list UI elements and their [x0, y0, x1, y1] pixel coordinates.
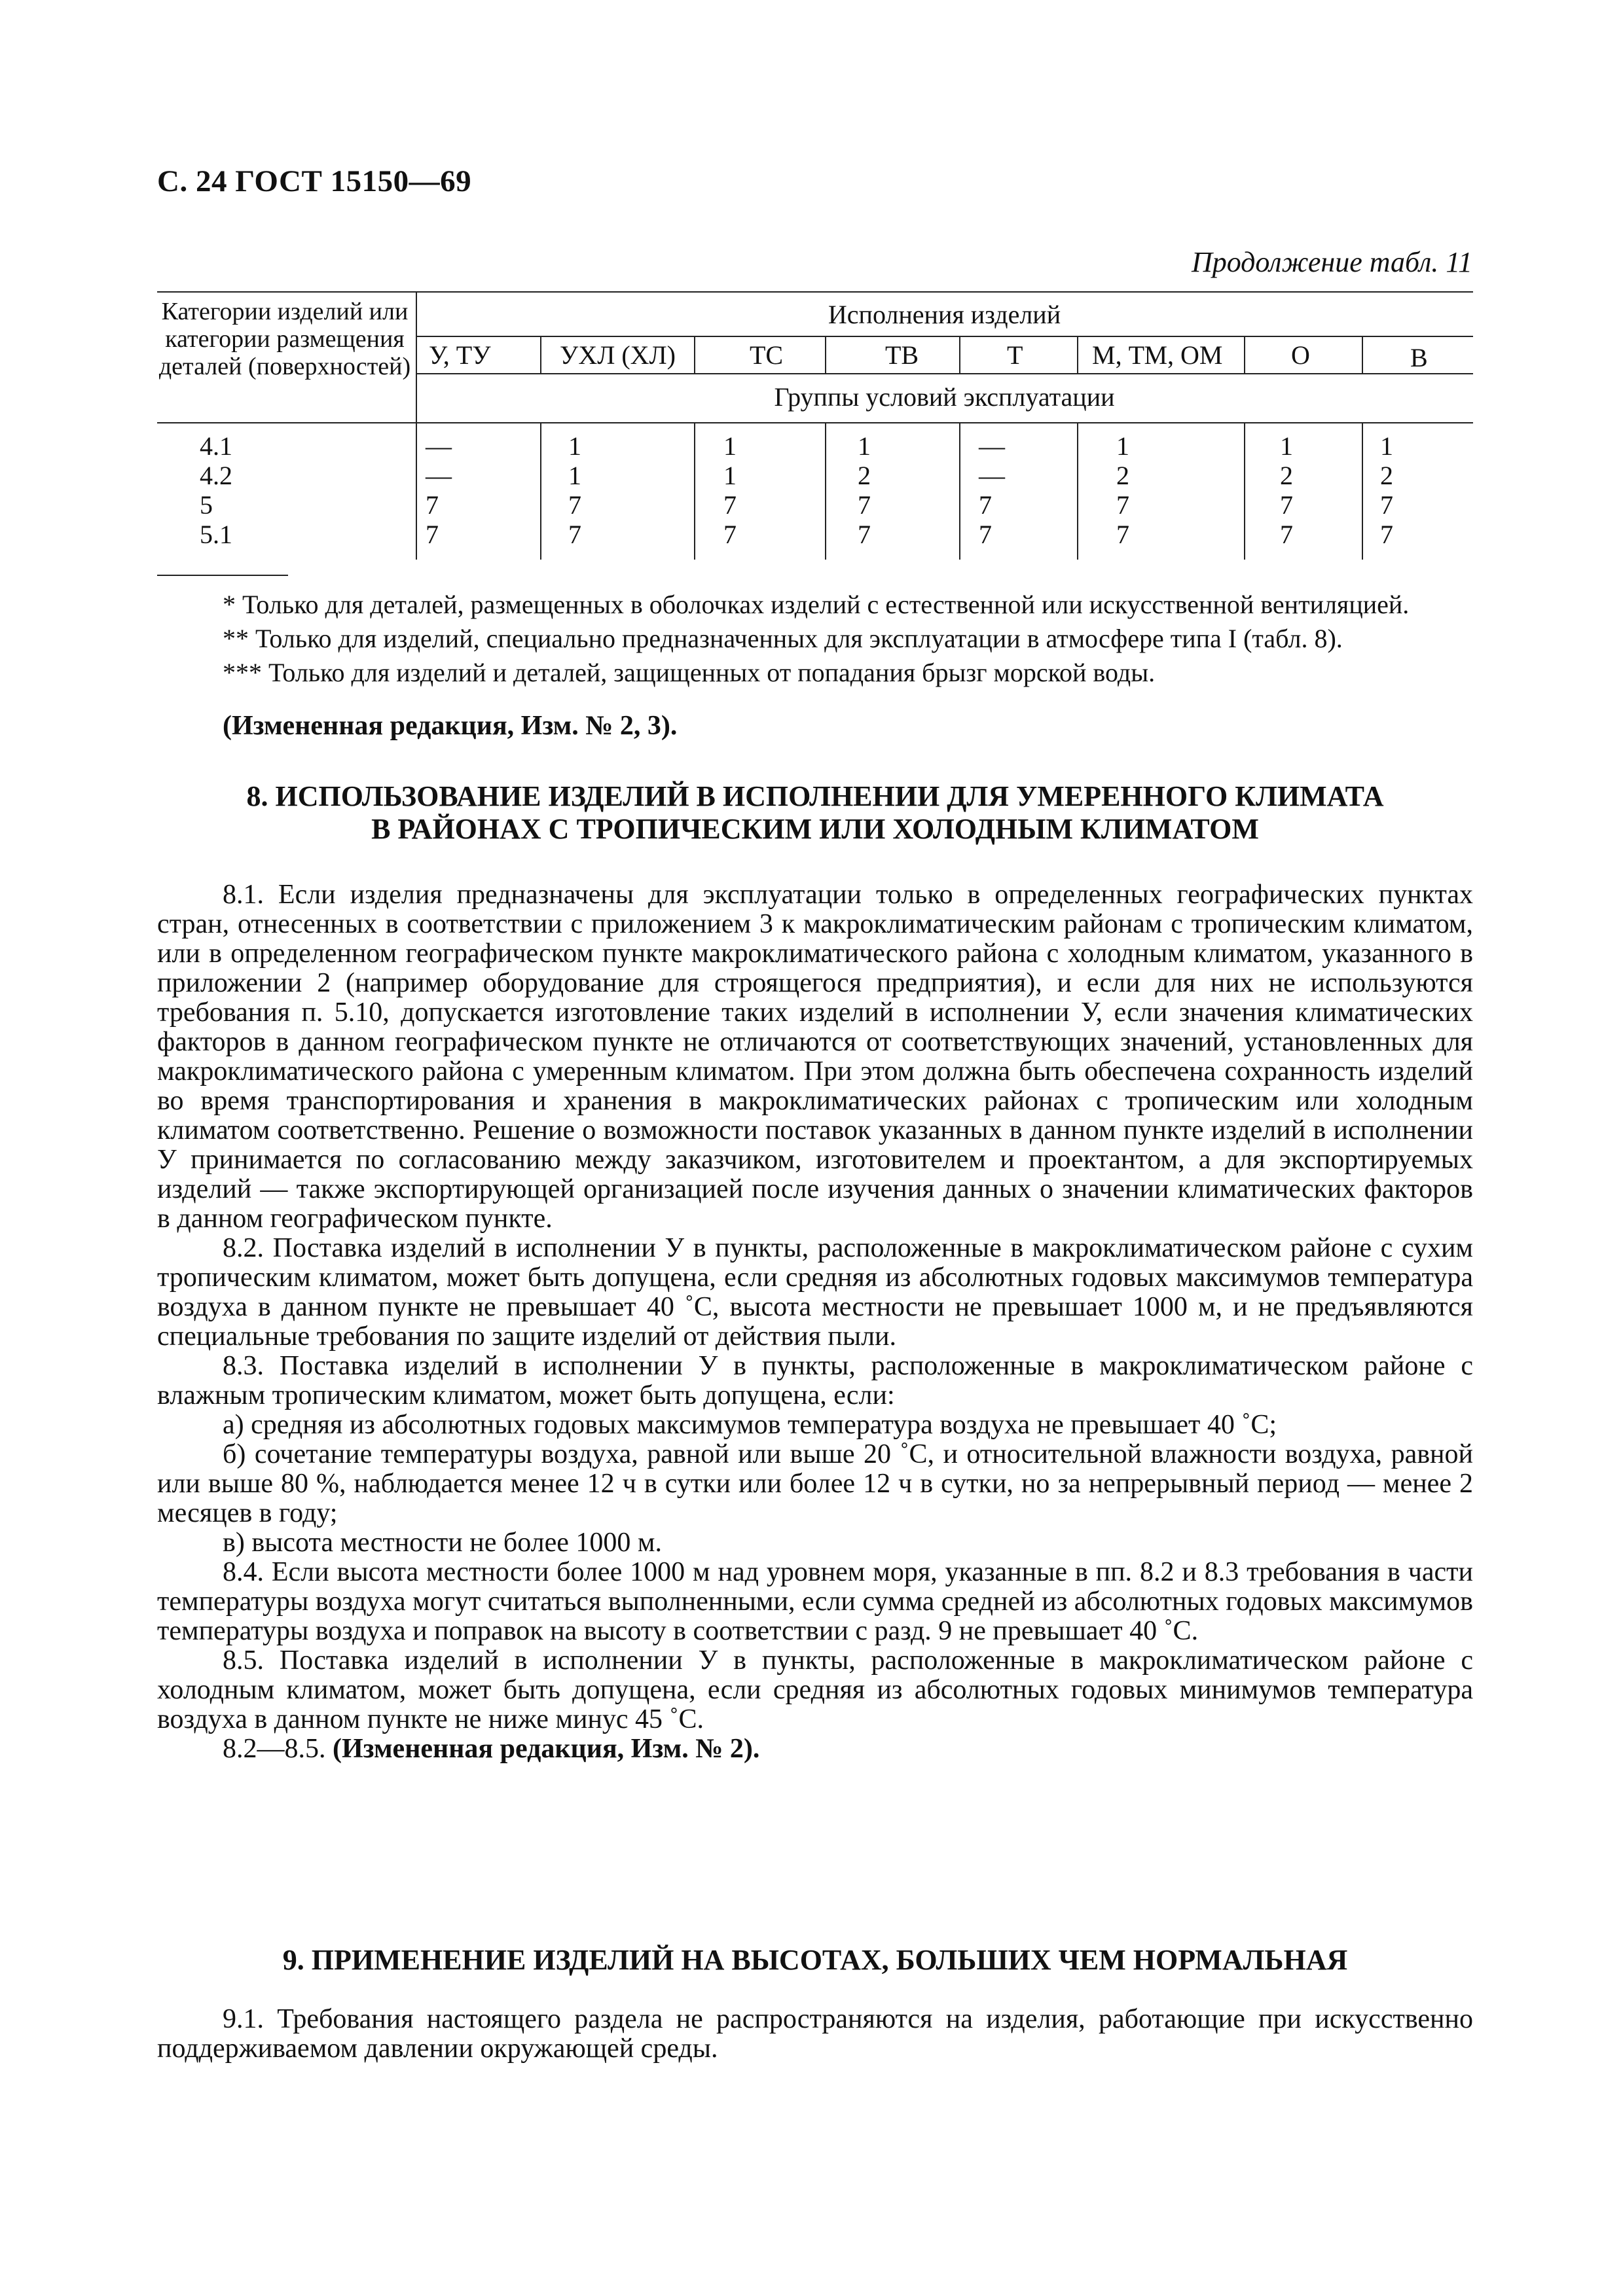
column-header: ТС	[750, 340, 784, 370]
table-cell: 2	[1116, 461, 1129, 490]
table-cell: 7	[426, 490, 439, 520]
table-cell: 7	[1280, 520, 1293, 549]
table-cell: 7	[1116, 520, 1129, 549]
section-8-title-line: 8. ИСПОЛЬЗОВАНИЕ ИЗДЕЛИЙ В ИСПОЛНЕНИИ ДЛЯ УМЕРЕННОГО КЛИМАТА	[246, 780, 1384, 812]
row-category: 5	[200, 490, 213, 520]
paragraph-9-1: 9.1. Требования настоящего раздела не распространяются на изделия, работающие при искусственно поддерживаемом давлении окружающей среды.	[157, 2004, 1473, 2064]
section-8-title	[157, 780, 1473, 846]
table-cell: 7	[1380, 490, 1393, 520]
section-8-title-line: В РАЙОНАХ С ТРОПИЧЕСКИМ ИЛИ ХОЛОДНЫМ КЛИМАТОМ	[371, 813, 1259, 845]
paragraph-8-2: 8.2. Поставка изделий в исполнении У в пункты, расположенные в макроклиматическом районе с сухим тропическим климатом, может быть допущена, если средняя из абсолютных годовых максимумов температура воздуха в данном пункте не превышает 40 ˚С, высота местности не превышает 1000 м, и не предъявляются специальные требования по защите изделий от действия пыли.	[157, 1233, 1473, 1352]
page-header: С. 24 ГОСТ 15150—69	[157, 164, 472, 198]
table	[157, 291, 1473, 560]
table-cell: —	[979, 461, 1005, 490]
column-header: О	[1291, 340, 1310, 370]
table-cell: 7	[979, 520, 992, 549]
table-cell: 1	[1116, 431, 1129, 461]
table-stub-header: Категории изделий или категории размещения деталей (поверхностей)	[158, 298, 411, 380]
table-cell: 7	[426, 520, 439, 549]
table-cell: 1	[858, 431, 871, 461]
row-category: 5.1	[200, 520, 232, 549]
footnotes	[157, 588, 1473, 690]
table-cell: —	[979, 431, 1005, 461]
table-cell: 2	[1280, 461, 1293, 490]
paragraph-8-3-c: в) высота местности не более 1000 м.	[223, 1528, 662, 1558]
paragraph-8-3-b: б) сочетание температуры воздуха, равной или выше 20 ˚С, и относительной влажности воздуха, равной или выше 80 %, наблюдается менее 12 ч в сутки или более 12 ч в сутки, но за непрерывный период — менее 2 месяцев в году;	[157, 1439, 1473, 1528]
table-cell: 7	[723, 490, 737, 520]
paragraph-8-4: 8.4. Если высота местности более 1000 м над уровнем моря, указанные в пп. 8.2 и 8.3 требования в части температуры воздуха могут считаться выполненными, если сумма средней из абсолютных годовых максимумов температуры воздуха и поправок на высоту в соответствии с разд. 9 не превышает 40 ˚С.	[157, 1557, 1473, 1646]
table-cell: 1	[1380, 431, 1393, 461]
column-header: У, ТУ	[429, 340, 491, 370]
amendment-prefix: 8.2—8.5.	[223, 1734, 333, 1764]
table-cell: 7	[979, 490, 992, 520]
table-cell: —	[426, 461, 452, 490]
table-cell: 1	[568, 431, 581, 461]
paragraph-8-1: 8.1. Если изделия предназначены для эксплуатации только в определенных географических пунктах стран, отнесенных в соответствии с приложением 3 к макроклиматическим районам с тропическим климатом, или в определенном географическом пункте макроклиматического района с холодным климатом, указанного в приложении 2 (например оборудование для строящегося предприятия), и если для них не используются требования п. 5.10, допускается изготовление таких изделий в исполнении У, если значения климатических факторов в данном географическом пункте не отличаются от соответствующих значений, установленных для макроклиматического района с умеренным климатом. При этом должна быть обеспечена сохранность изделий во время транспортирования и хранения в макроклиматических районах с тропическим или холодным климатом соответственно. Решение о возможности поставок указанных в данном пункте изделий в исполнении У принимается по согласованию между заказчиком, изготовителем и проектантом, а для экспортируемых изделий — также экспортирующей организацией после изучения данных о значении климатических факторов в данном географическом пункте.	[157, 880, 1473, 1234]
table-cell: —	[426, 431, 452, 461]
table-cell: 7	[568, 490, 581, 520]
footnote: ** Только для изделий, специально предназначенных для эксплуатации в атмосфере типа I (табл. 8).	[223, 624, 1343, 653]
table-cell: 7	[1280, 490, 1293, 520]
column-header: М, ТМ, ОМ	[1092, 340, 1223, 370]
table-cell: 7	[568, 520, 581, 549]
footnote: *** Только для изделий и деталей, защищенных от попадания брызг морской воды.	[223, 658, 1156, 687]
amendment-8-2-8-5	[157, 1734, 1473, 1764]
column-header: УХЛ (ХЛ)	[560, 340, 676, 370]
table-cell: 1	[1280, 431, 1293, 461]
row-category: 4.1	[200, 431, 232, 461]
table-cell: 1	[723, 431, 737, 461]
section-9-title: 9. ПРИМЕНЕНИЕ ИЗДЕЛИЙ НА ВЫСОТАХ, БОЛЬШИХ ЧЕМ НОРМАЛЬНАЯ	[282, 1944, 1348, 1976]
table-cell: 7	[1380, 520, 1393, 549]
section-9-body	[157, 2005, 1473, 2064]
column-header: ТВ	[885, 340, 919, 370]
column-header: Т	[1007, 340, 1023, 370]
amendment-bold: (Измененная редакция, Изм. № 2).	[333, 1734, 760, 1764]
footnote: * Только для деталей, размещенных в оболочках изделий с естественной или искусственной вентиляцией.	[223, 590, 1410, 619]
table-cell: 2	[858, 461, 871, 490]
table-cell: 1	[723, 461, 737, 490]
paragraph-8-5: 8.5. Поставка изделий в исполнении У в пункты, расположенные в макроклиматическом районе с холодным климатом, может быть допущена, если средняя из абсолютных годовых минимумов температура воздуха в данном пункте не ниже минус 45 ˚С.	[157, 1645, 1473, 1734]
table-cell: 7	[858, 490, 871, 520]
column-header: В	[1410, 343, 1428, 372]
table-group-header: Исполнения изделий	[828, 300, 1061, 329]
row-category: 4.2	[200, 461, 232, 490]
table-continuation-label: Продолжение табл. 11	[1191, 246, 1472, 278]
table-cell: 7	[723, 520, 737, 549]
section-8-body	[157, 880, 1473, 1764]
table-cell: 2	[1380, 461, 1393, 490]
amendment-note: (Измененная редакция, Изм. № 2, 3).	[223, 711, 678, 741]
table-sub-header: Группы условий эксплуатации	[774, 382, 1115, 412]
table-cell: 1	[568, 461, 581, 490]
table-cell: 7	[858, 520, 871, 549]
paragraph-8-3-a: а) средняя из абсолютных годовых максимумов температура воздуха не превышает 40 ˚С;	[223, 1410, 1277, 1440]
paragraph-8-3: 8.3. Поставка изделий в исполнении У в пункты, расположенные в макроклиматическом районе с влажным тропическим климатом, может быть допущена, если:	[157, 1351, 1473, 1410]
footnote-divider	[157, 575, 288, 576]
table-cell: 7	[1116, 490, 1129, 520]
